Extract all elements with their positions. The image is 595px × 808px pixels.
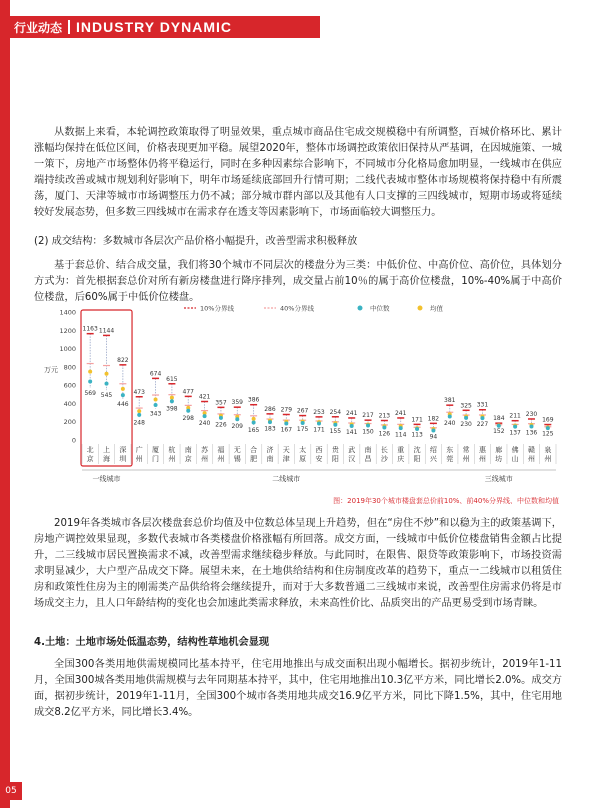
category-label: 厦 xyxy=(152,446,160,454)
low-value-label: 114 xyxy=(394,431,407,439)
low-value-label: 171 xyxy=(313,426,325,434)
p10-value-label: 359 xyxy=(231,399,244,407)
median-point xyxy=(203,414,207,418)
median-point xyxy=(350,424,354,428)
median-point xyxy=(301,421,305,425)
low-value-label: 183 xyxy=(264,425,276,433)
category-label: 杭 xyxy=(168,446,176,454)
y-tick-label: 1000 xyxy=(59,345,76,354)
category-label: 天 xyxy=(282,446,290,454)
header-title-en: INDUSTRY DYNAMIC xyxy=(76,19,233,35)
p10-value-label: 182 xyxy=(427,415,440,423)
median-point xyxy=(105,382,109,386)
paragraph-land: 全国300各类用地供需规模同比基本持平，住宅用地推出与成交面积出现小幅增长。据初步统计，2019年1-11月，全国300城各类用地供需规模与去年同期基本持平，其中，住宅用地推出10.3亿平方米，同比增长2.0%。成交方面，据初步统计，2019年1-11月，全国300个城市各类用地共成交16.9亿平方米，同比下降1.5%，其中，住宅用地成交8.2亿平方米，同比增长3.4%。 xyxy=(34,659,562,718)
p10-value-label: 211 xyxy=(509,412,521,420)
p10-value-label: 241 xyxy=(394,409,407,417)
low-value-label: 240 xyxy=(198,420,211,428)
mean-point xyxy=(170,396,174,400)
category-label: 昌 xyxy=(364,455,372,463)
p10-value-label: 331 xyxy=(476,401,489,409)
legend-label: 均值 xyxy=(430,304,443,313)
median-point xyxy=(186,409,190,413)
category-label: 州 xyxy=(527,455,535,463)
p10-value-label: 381 xyxy=(444,397,456,405)
category-label: 京 xyxy=(184,455,192,463)
low-value-label: 446 xyxy=(117,401,129,409)
p10-value-label: 325 xyxy=(460,402,472,410)
median-point xyxy=(88,379,92,383)
median-point xyxy=(154,403,158,407)
p10-value-label: 253 xyxy=(313,408,325,416)
category-label: 南 xyxy=(266,455,274,463)
median-point xyxy=(366,424,370,428)
median-point xyxy=(333,423,337,427)
chart-caption: 图：2019年30个城市楼盘套总价前10%、前40%分界线、中位数和均值 xyxy=(333,497,559,505)
group-label: 三线城市 xyxy=(484,475,513,483)
low-value-label: 155 xyxy=(329,427,342,435)
paragraph-trend: 2019年各类城市各层次楼盘套总价均值及中位数总体呈现上升趋势，但在“房住不炒”和以稳为主的政策基调下，房地产调控效果显现，多数代表城市各类楼盘价格涨幅有所回落。成交方面，一线城市中低价位楼盘销售金额占比提升，二三线城市居民置换需求不减，改善型需求继续稳步释放。与此同时，在限售、限贷等政策影响下，市场投资需求明显减少，大户型产品成交下降。展望未来，在土地供给结构和住房制度改革的趋势下，重点一二线城市以租赁住房和政策性住房为主的刚需类产品供给将会继续提升，而对于大多数普通二三线城市来说，改善型住房需求仍将是市场成交主力，且人口年龄结构的变化也会加速此类需求释放，未来高性价比、品质突出的产品更易受到市场青睐。 xyxy=(34,518,562,609)
legend-label: 40%分界线 xyxy=(280,304,314,313)
category-label: 兴 xyxy=(429,455,437,463)
median-point xyxy=(480,416,484,420)
legend-label: 10%分界线 xyxy=(200,304,234,313)
category-label: 南 xyxy=(364,446,372,454)
category-label: 贵 xyxy=(331,446,339,454)
category-label: 广 xyxy=(135,446,143,454)
category-label: 庆 xyxy=(397,455,405,463)
low-value-label: 569 xyxy=(84,389,96,397)
category-label: 州 xyxy=(201,455,209,463)
p10-value-label: 477 xyxy=(182,388,194,396)
low-value-label: 248 xyxy=(133,419,145,427)
p10-value-label: 230 xyxy=(525,410,538,418)
category-label: 州 xyxy=(462,455,470,463)
category-label: 门 xyxy=(152,455,160,463)
median-point xyxy=(431,428,435,432)
low-value-label: 141 xyxy=(345,429,358,437)
category-label: 京 xyxy=(86,455,94,463)
low-value-label: 240 xyxy=(444,420,456,428)
low-value-label: 125 xyxy=(542,430,554,438)
p10-value-label: 1163 xyxy=(82,325,98,333)
category-label: 坊 xyxy=(495,455,503,463)
paragraph-classification: 基于套总价、结合成交量，我们将30个城市不同层次的楼盘分为三类：中低价位、中高价位、高价位，具体划分方式为：首先根据套总价对所有新房楼盘进行降序排列，成交量占前10％的属于高价位楼盘，10%-40%属于中高价位楼盘，后60%属于中低价位楼盘。 xyxy=(34,260,562,303)
p10-value-label: 386 xyxy=(247,396,260,404)
p10-value-label: 473 xyxy=(133,388,145,396)
category-label: 太 xyxy=(299,446,307,454)
category-label: 原 xyxy=(299,455,307,463)
category-label: 西 xyxy=(315,446,323,454)
median-point xyxy=(529,425,533,429)
subheading-structure: (2) 成交结构：多数城市各层次产品价格小幅提升，改善型需求积极释放 xyxy=(34,236,358,247)
category-label: 常 xyxy=(462,446,470,454)
low-value-label: 136 xyxy=(525,429,538,437)
median-point xyxy=(464,416,468,420)
median-point xyxy=(399,426,403,430)
category-label: 沙 xyxy=(380,455,388,463)
category-label: 圳 xyxy=(119,455,127,463)
y-tick-label: 1200 xyxy=(59,326,76,335)
low-value-label: 298 xyxy=(182,414,194,422)
low-value-label: 398 xyxy=(166,405,178,413)
category-label: 山 xyxy=(511,455,519,463)
y-tick-label: 0 xyxy=(71,436,76,445)
page-number: 05 xyxy=(0,782,22,800)
low-value-label: 167 xyxy=(280,426,293,434)
median-point xyxy=(137,413,141,417)
low-value-label: 113 xyxy=(411,431,423,439)
p10-value-label: 217 xyxy=(362,412,374,420)
legend-label: 中位数 xyxy=(370,304,390,313)
low-value-label: 126 xyxy=(378,430,391,438)
median-point xyxy=(415,427,419,431)
low-value-label: 230 xyxy=(460,420,472,428)
low-value-label: 152 xyxy=(493,428,505,436)
mean-point xyxy=(154,398,158,402)
low-value-label: 343 xyxy=(149,410,162,418)
mean-point xyxy=(252,417,256,421)
low-value-label: 175 xyxy=(296,426,309,433)
category-label: 阳 xyxy=(413,455,421,463)
median-point xyxy=(284,422,288,426)
category-label: 无 xyxy=(233,446,241,454)
category-label: 安 xyxy=(315,455,323,463)
category-label: 州 xyxy=(478,455,486,463)
paragraph-outlook: 从数据上来看，本轮调控政策取得了明显效果，重点城市商品住宅成交规模稳中有所调整，百城价格环比、累计涨幅均保持在低位区间，价格表现更加平稳。展望2020年，整体市场调控政策依旧保持从严基调，在因城施策、一城一策下，房地产市场整体仍将平稳运行，同时在多种因素综合影响下，不同城市分化格局愈加明显，一线城市在供应端持续改善或城市规划利好影响下，明年市场延续底部回升行情可期；二线代表城市整体市场规模将保持稳中有所震荡，厦门、天津等城市市场调整压力仍不减；部分城市群内部以及其他有人口支撑的三四线城市，短期市场或将延续较好发展态势，但多数三四线城市在需求存在透支等因素影响下，市场面临较大调整压力。 xyxy=(34,127,562,218)
category-label: 福 xyxy=(217,446,225,454)
p10-value-label: 674 xyxy=(149,370,162,378)
median-point xyxy=(317,421,321,425)
category-label: 上 xyxy=(103,446,111,454)
category-label: 泉 xyxy=(544,446,552,454)
category-label: 州 xyxy=(544,455,552,463)
category-label: 佛 xyxy=(511,446,519,454)
category-label: 深 xyxy=(119,446,127,454)
median-point xyxy=(121,393,125,397)
median-point xyxy=(546,426,550,430)
low-value-label: 150 xyxy=(362,428,374,436)
category-label: 北 xyxy=(86,446,94,454)
mean-point xyxy=(121,387,125,391)
category-label: 汉 xyxy=(348,455,356,463)
category-label: 赣 xyxy=(527,446,535,454)
category-label: 南 xyxy=(184,446,192,454)
group-label: 一线城市 xyxy=(92,475,121,483)
category-label: 州 xyxy=(217,455,225,463)
p10-value-label: 171 xyxy=(411,416,423,424)
p10-value-label: 241 xyxy=(345,409,358,417)
low-value-label: 227 xyxy=(476,421,489,429)
median-point xyxy=(235,417,239,421)
category-label: 济 xyxy=(266,446,274,454)
median-point xyxy=(448,415,452,419)
low-value-label: 165 xyxy=(247,426,260,434)
category-label: 廊 xyxy=(495,446,503,454)
p10-value-label: 254 xyxy=(329,408,342,416)
section4-title: 4.土地：土地市场处低温态势，结构性草地机会显现 xyxy=(34,637,270,648)
low-value-label: 226 xyxy=(215,421,227,429)
category-label: 肥 xyxy=(250,455,258,463)
category-label: 州 xyxy=(168,455,176,463)
left-accent-bar xyxy=(0,0,10,808)
category-label: 重 xyxy=(397,446,405,454)
y-axis-label: 万元 xyxy=(44,366,58,374)
category-label: 武 xyxy=(348,446,356,454)
group-label: 二线城市 xyxy=(272,475,301,483)
category-label: 津 xyxy=(282,455,290,463)
header-separator xyxy=(68,20,70,34)
median-point xyxy=(170,399,174,403)
low-value-label: 209 xyxy=(231,422,244,430)
p10-value-label: 169 xyxy=(542,416,554,424)
category-label: 海 xyxy=(103,455,111,463)
y-tick-label: 800 xyxy=(63,363,76,372)
y-tick-label: 1400 xyxy=(59,308,76,317)
category-label: 绍 xyxy=(429,446,437,454)
category-label: 合 xyxy=(250,446,258,454)
p10-value-label: 421 xyxy=(198,393,211,401)
section-header xyxy=(10,16,320,38)
low-value-label: 545 xyxy=(100,392,113,400)
category-label: 锡 xyxy=(233,455,241,463)
p10-value-label: 357 xyxy=(215,399,227,407)
p10-value-label: 1144 xyxy=(98,327,115,335)
mean-point xyxy=(137,409,141,413)
category-label: 惠 xyxy=(478,446,486,454)
p10-value-label: 184 xyxy=(493,415,505,423)
category-label: 阳 xyxy=(331,455,339,463)
median-point xyxy=(268,420,272,424)
y-tick-label: 200 xyxy=(63,418,76,427)
category-label: 东 xyxy=(446,446,454,454)
median-point xyxy=(252,420,256,424)
p10-value-label: 615 xyxy=(166,375,178,383)
category-label: 沈 xyxy=(413,446,421,454)
median-point xyxy=(219,416,223,420)
median-point xyxy=(513,425,517,429)
category-label: 州 xyxy=(135,455,143,463)
p10-value-label: 822 xyxy=(117,356,129,364)
p10-value-label: 267 xyxy=(296,407,309,415)
y-tick-label: 600 xyxy=(63,381,76,390)
p10-value-label: 279 xyxy=(280,406,293,414)
p10-value-label: 213 xyxy=(378,412,391,420)
category-label: 苏 xyxy=(201,446,209,454)
p10-value-label: 286 xyxy=(264,405,276,413)
legend-swatch xyxy=(418,306,423,311)
low-value-label: 137 xyxy=(509,429,521,437)
median-point xyxy=(382,426,386,430)
y-tick-label: 400 xyxy=(63,399,76,408)
price-distribution-chart xyxy=(34,302,564,512)
mean-point xyxy=(88,370,92,374)
mean-point xyxy=(105,372,109,376)
category-label: 长 xyxy=(380,446,388,454)
low-value-label: 94 xyxy=(429,433,438,441)
category-label: 莞 xyxy=(446,455,454,463)
header-title-cn: 行业动态 xyxy=(14,20,63,35)
legend-swatch xyxy=(358,306,363,311)
